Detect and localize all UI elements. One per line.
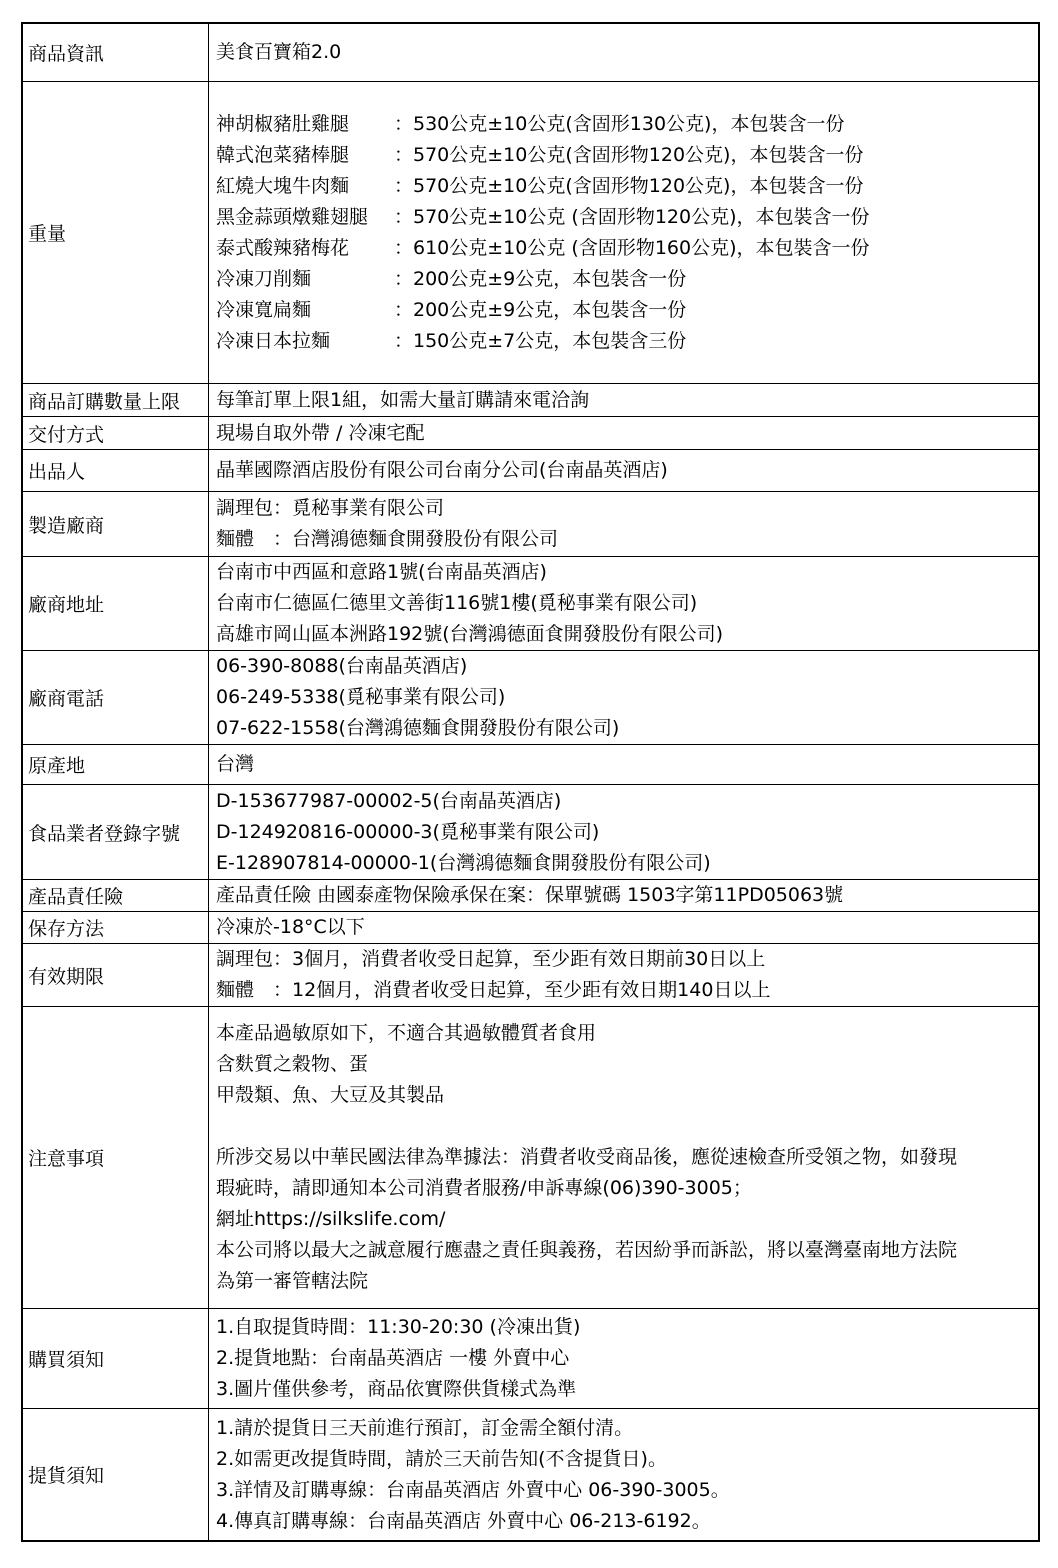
- row-value: [209, 745, 1038, 784]
- value-line: D-153677987-00002-5(台南晶英酒店): [216, 789, 562, 812]
- row-value: [209, 24, 1038, 81]
- value-line: 06-249-5338(覓秘事業有限公司): [216, 686, 506, 708]
- value-line: 現場自取外帶 / 冷凍宅配: [216, 421, 425, 444]
- row-label: 購買須知: [23, 1309, 209, 1408]
- blank-line: [216, 1111, 1038, 1142]
- row-value: [209, 557, 1038, 650]
- row-value: [209, 492, 1038, 556]
- value-line: D-124920816-00000-3(覓秘事業有限公司): [216, 820, 600, 843]
- weight-item: [216, 233, 1038, 264]
- weight-item-detail: ：570公克±10公克(含固形物120公克)，本包裝含一份: [394, 174, 864, 197]
- row-producer: [23, 449, 1038, 491]
- value-line: 調理包：覓秘事業有限公司: [216, 497, 445, 519]
- weight-item-detail: ：200公克±9公克，本包裝含一份: [394, 267, 687, 290]
- weight-item: [216, 295, 1038, 326]
- weight-item: [216, 140, 1038, 171]
- value-line: 冷凍於-18°C以下: [216, 916, 365, 938]
- value-line: 06-390-8088(台南晶英酒店): [216, 655, 468, 677]
- row-value: [209, 1309, 1038, 1408]
- row-value: [209, 912, 1038, 943]
- value-line: 調理包：3個月，消費者收受日起算，至少距有效日期前30日以上: [216, 948, 766, 970]
- row-label: 保存方法: [23, 912, 209, 943]
- value-line: 台南市中西區和意路1號(台南晶英酒店): [216, 561, 547, 583]
- weight-item-detail: ：570公克±10公克 (含固形物120公克)，本包裝含一份: [394, 205, 870, 228]
- weight-item-name: 紅燒大塊牛肉麵: [216, 174, 350, 197]
- value-line: 美食百寶箱2.0: [216, 41, 342, 63]
- weight-item-detail: ：200公克±9公克，本包裝含一份: [394, 298, 687, 321]
- row-storage: [23, 911, 1038, 943]
- row-product-info: [23, 24, 1038, 81]
- value-line: 3.詳情及訂購專線：台南晶英酒店 外賣中心 06-390-3005。: [216, 1478, 730, 1501]
- value-line: 瑕疵時，請即通知本公司消費者服務/申訴專線(06)390-3005；: [216, 1177, 752, 1199]
- row-label: 有效期限: [23, 944, 209, 1006]
- row-label: 提貨須知: [23, 1409, 209, 1540]
- row-label: 產品責任險: [23, 880, 209, 911]
- value-line: 2.提貨地點：台南晶英酒店 一樓 外賣中心: [216, 1347, 570, 1369]
- value-line: 麵體 ：12個月，消費者收受日起算，至少距有效日期140日以上: [216, 979, 771, 1001]
- row-value: [209, 880, 1038, 911]
- row-manufacturer: [23, 491, 1038, 556]
- weight-item: [216, 109, 1038, 140]
- weight-item: [216, 202, 1038, 233]
- row-value: [209, 450, 1038, 491]
- row-label: 交付方式: [23, 417, 209, 449]
- row-value: [209, 785, 1038, 879]
- row-address: [23, 556, 1038, 650]
- value-line: 本產品過敏原如下，不適合其過敏體質者食用: [216, 1022, 597, 1044]
- weight-item-detail: ：570公克±10公克(含固形物120公克)，本包裝含一份: [394, 143, 864, 166]
- value-line: 1.請於提貨日三天前進行預訂，訂金需全額付清。: [216, 1416, 634, 1439]
- value-line: 3.圖片僅供參考，商品依實際供貨樣式為準: [216, 1378, 577, 1400]
- weight-item-detail: ：530公克±10公克(含固形130公克)，本包裝含一份: [394, 112, 845, 135]
- value-line: 含麩質之穀物、蛋: [216, 1053, 369, 1075]
- row-value: [209, 384, 1038, 416]
- row-label: 食品業者登錄字號: [23, 785, 209, 879]
- value-line: 07-622-1558(台灣鴻德麵食開發股份有限公司): [216, 717, 620, 739]
- row-notice: [23, 1006, 1038, 1308]
- row-insurance: [23, 879, 1038, 911]
- weight-item-name: 泰式酸辣豬梅花: [216, 236, 350, 259]
- website-link[interactable]: 網址https://silkslife.com/: [216, 1208, 446, 1230]
- row-weight: [23, 81, 1038, 383]
- row-phone: [23, 650, 1038, 744]
- value-line: 甲殼類、魚、大豆及其製品: [216, 1084, 445, 1106]
- row-label: 重量: [23, 82, 209, 383]
- row-pickup-info: [23, 1408, 1038, 1540]
- row-delivery: [23, 416, 1038, 449]
- value-line: 1.自取提貨時間：11:30-20:30 (冷凍出貨): [216, 1316, 581, 1338]
- weight-item-name: 冷凍寬扁麵: [216, 298, 312, 321]
- row-origin: [23, 744, 1038, 784]
- row-expiry: [23, 943, 1038, 1006]
- weight-item-detail: ：610公克±10公克 (含固形物160公克)，本包裝含一份: [394, 236, 870, 259]
- value-line: 晶華國際酒店股份有限公司台南分公司(台南晶英酒店): [216, 459, 668, 481]
- weight-item-name: 冷凍日本拉麵: [216, 329, 331, 352]
- value-line: 每筆訂單上限1組，如需大量訂購請來電洽詢: [216, 388, 590, 411]
- value-line: 2.如需更改提貨時間，請於三天前告知(不含提貨日)。: [216, 1447, 667, 1470]
- weight-item-name: 韓式泡菜豬棒腿: [216, 143, 350, 166]
- row-value: [209, 651, 1038, 744]
- row-label: 商品訂購數量上限: [23, 384, 209, 416]
- weight-item: [216, 171, 1038, 202]
- row-label: 廠商地址: [23, 557, 209, 650]
- row-label: 注意事項: [23, 1007, 209, 1308]
- row-label: 商品資訊: [23, 24, 209, 81]
- row-registration: [23, 784, 1038, 879]
- row-value: [209, 944, 1038, 1006]
- row-label: 出品人: [23, 450, 209, 491]
- row-purchase-info: [23, 1308, 1038, 1408]
- weight-item-name: 神胡椒豬肚雞腿: [216, 112, 350, 135]
- value-line: 為第一審管轄法院: [216, 1270, 369, 1292]
- row-label: 製造廠商: [23, 492, 209, 556]
- weight-item: [216, 264, 1038, 295]
- value-line: 所涉交易以中華民國法律為準據法：消費者收受商品後，應從速檢查所受領之物，如發現: [216, 1146, 958, 1168]
- value-line: 麵體 ：台灣鴻德麵食開發股份有限公司: [216, 528, 559, 550]
- weight-item-detail: ：150公克±7公克，本包裝含三份: [394, 329, 687, 352]
- value-line: 產品責任險 由國泰產物保險承保在案：保單號碼 1503字第11PD05063號: [216, 884, 844, 906]
- value-line: 台南市仁德區仁德里文善街116號1樓(覓秘事業有限公司): [216, 592, 698, 614]
- row-label: 廠商電話: [23, 651, 209, 744]
- weight-item-name: 黑金蒜頭燉雞翅腿: [216, 205, 369, 228]
- value-line: 台灣: [216, 753, 255, 775]
- value-line: E-128907814-00000-1(台灣鴻德麵食開發股份有限公司): [216, 851, 711, 874]
- value-line: 4.傳真訂購專線：台南晶英酒店 外賣中心 06-213-6192。: [216, 1509, 711, 1532]
- value-line: 高雄市岡山區本洲路192號(台灣鴻德面食開發股份有限公司): [216, 623, 724, 645]
- row-label: 原產地: [23, 745, 209, 784]
- weight-item: [216, 326, 1038, 357]
- row-value: [209, 1007, 1038, 1308]
- row-order-limit: [23, 383, 1038, 416]
- weight-item-name: 冷凍刀削麵: [216, 267, 312, 290]
- row-value: [209, 82, 1038, 383]
- row-value: [209, 417, 1038, 449]
- product-info-table: [21, 22, 1040, 1542]
- row-value: [209, 1409, 1038, 1540]
- value-line: 本公司將以最大之誠意履行應盡之責任與義務，若因紛爭而訴訟，將以臺灣臺南地方法院: [216, 1239, 958, 1261]
